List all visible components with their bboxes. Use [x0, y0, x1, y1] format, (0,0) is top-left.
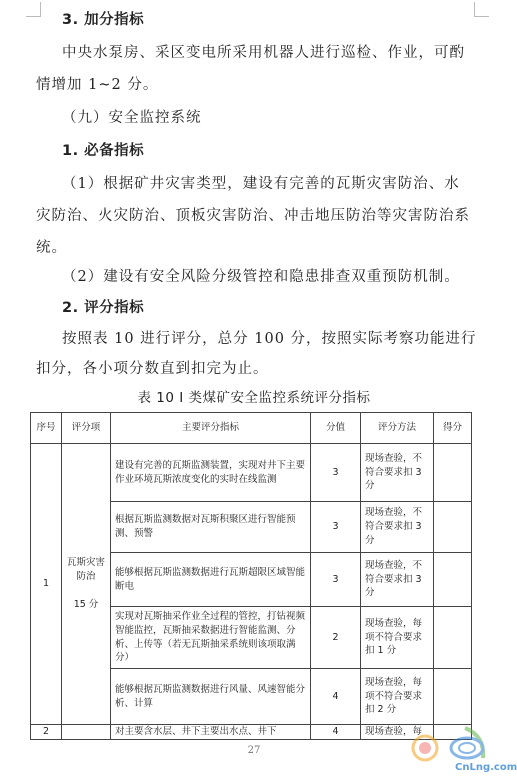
score-cell: 2	[311, 607, 361, 669]
section-title-safety-monitoring: （九）安全监控系统	[62, 110, 202, 126]
paragraph-robot-inspection-1: 中央水泵房、采区变电所采用机器人进行巡检、作业，可酌	[62, 45, 465, 61]
score-cell: 3	[311, 444, 361, 502]
score-cell: 4	[311, 669, 361, 725]
scoring-item-cell	[62, 444, 111, 725]
page-number: 27	[247, 745, 261, 756]
criterion-cell: 根据瓦斯监测数据对瓦斯积聚区进行智能预测、预警	[111, 502, 311, 553]
paragraph-disaster-systems-3: 统。	[36, 240, 67, 256]
score-cell: 4	[311, 725, 361, 740]
watermark-text: CnLng.com	[455, 762, 517, 773]
scoring-item-points: 15 分	[73, 598, 99, 610]
result-cell	[434, 607, 472, 669]
crop-mark-top-right	[474, 2, 489, 17]
header-method: 评分方法	[361, 413, 434, 444]
scoring-table	[30, 412, 472, 740]
criterion-cell: 实现对瓦斯抽采作业全过程的管控，打钻视频智能监控，瓦斯抽采数据进行智能监测、分析、上传等（若无瓦斯抽采系统则该项取满分）	[111, 607, 311, 669]
scoring-item-cell	[62, 725, 111, 740]
header-no: 序号	[31, 413, 62, 444]
result-cell	[434, 553, 472, 607]
criterion-cell: 对主要含水层、井下主要出水点、井下	[111, 725, 311, 740]
method-cell: 现场查验，不符合要求扣 3 分	[361, 502, 434, 553]
result-cell	[434, 444, 472, 502]
method-cell: 现场查验，每	[361, 725, 434, 740]
heading-scoring-indicators: 2. 评分指标	[62, 300, 145, 316]
paragraph-risk-control: （2）建设有安全风险分级管控和隐患排查双重预防机制。	[62, 269, 460, 285]
watermark-logo	[405, 718, 517, 778]
header-item: 评分项	[62, 413, 111, 444]
row-number-cell: 2	[31, 725, 62, 740]
row-number-cell: 1	[31, 444, 62, 725]
paragraph-disaster-systems-1: （1）根据矿井灾害类型，建设有完善的瓦斯灾害防治、水	[62, 176, 460, 192]
heading-required-indicators: 1. 必备指标	[62, 143, 145, 159]
result-cell	[434, 502, 472, 553]
paragraph-scoring-rule-2: 扣分，各小项分数直到扣完为止。	[36, 361, 269, 377]
header-result: 得分	[434, 413, 472, 444]
heading-bonus-indicators: 3. 加分指标	[62, 12, 145, 28]
criterion-cell: 能够根据瓦斯监测数据进行风量、风速智能分析、计算	[111, 669, 311, 725]
table-header-row	[31, 413, 472, 444]
header-score: 分值	[311, 413, 361, 444]
paragraph-scoring-rule-1: 按照表 10 进行评分，总分 100 分，按照实际考察功能进行	[62, 331, 477, 347]
score-cell: 3	[311, 502, 361, 553]
paragraph-robot-inspection-2: 情增加 1~2 分。	[36, 77, 159, 93]
score-cell: 3	[311, 553, 361, 607]
method-cell: 现场查验，每项不符合要求扣 2 分	[361, 669, 434, 725]
scoring-item-name: 瓦斯灾害防治	[66, 557, 105, 583]
criterion-cell: 能够根据瓦斯监测数据进行瓦斯超限区域智能断电	[111, 553, 311, 607]
crop-mark-top-left	[26, 2, 41, 17]
method-cell: 现场查验，不符合要求扣 3 分	[361, 444, 434, 502]
paragraph-disaster-systems-2: 灾防治、火灾防治、顶板灾害防治、冲击地压防治等灾害防治系	[36, 208, 470, 224]
table-caption: 表 10 I 类煤矿安全监控系统评分指标	[137, 390, 371, 406]
criterion-cell: 建设有完善的瓦斯监测装置，实现对井下主要作业环境瓦斯浓度变化的实时在线监测	[111, 444, 311, 502]
table-row	[31, 444, 472, 502]
method-cell: 现场查验，不符合要求扣 3 分	[361, 553, 434, 607]
result-cell	[434, 669, 472, 725]
method-cell: 现场查验，每项不符合要求扣 1 分	[361, 607, 434, 669]
header-criterion: 主要评分指标	[111, 413, 311, 444]
